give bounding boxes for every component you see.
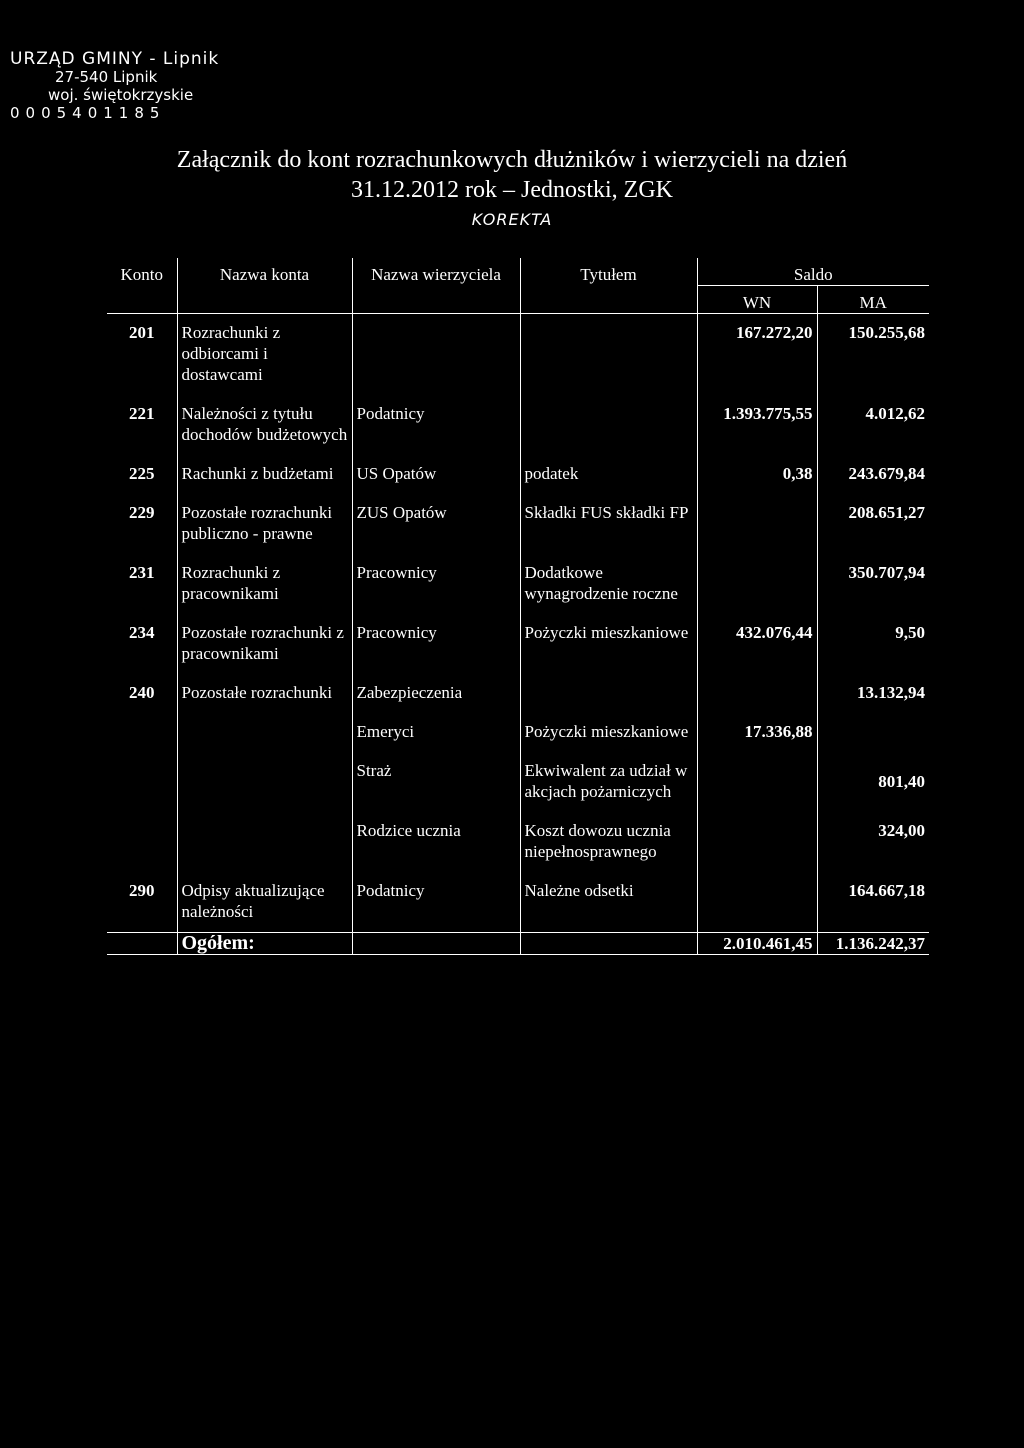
total-row — [107, 933, 929, 955]
account-name-cell: Pozostałe rozrachunki publiczno - prawne — [177, 494, 352, 554]
account-name-cell: Rozrachunki z odbiorcami i dostawcami — [177, 314, 352, 396]
title-cell: Należne odsetki — [520, 872, 697, 933]
konto-cell: 201 — [107, 314, 177, 396]
creditor-cell: ZUS Opatów — [352, 494, 520, 554]
title-cell: Składki FUS składki FP — [520, 494, 697, 554]
title-cell: Ekwiwalent za udział w akcjach pożarniczych — [520, 752, 697, 812]
title-cell — [520, 395, 697, 455]
title-line-2: 31.12.2012 rok – Jednostki, ZGK — [351, 177, 673, 203]
konto-cell: 225 — [129, 464, 155, 483]
table-row — [107, 713, 929, 752]
ma-cell: 9,50 — [817, 614, 929, 674]
total-empty-cell — [352, 933, 520, 955]
title-cell: podatek — [520, 455, 697, 494]
ma-cell — [817, 713, 929, 752]
document-title — [0, 145, 1024, 205]
creditor-cell: Rodzice ucznia — [352, 812, 520, 872]
stamp-regon: 0005401185 — [10, 104, 166, 122]
konto-cell — [107, 713, 177, 752]
konto-cell: 234 — [129, 623, 155, 642]
creditor-cell — [352, 314, 520, 396]
title-cell: Dodatkowe wynagrodzenie roczne — [520, 554, 697, 614]
creditor-cell: Straż — [352, 752, 520, 812]
table-row — [107, 872, 929, 933]
total-empty-cell — [107, 933, 177, 955]
creditor-cell: Pracownicy — [352, 554, 520, 614]
title-line-1: Załącznik do kont rozrachunkowych dłużników i wierzycieli na dzień — [176, 147, 848, 173]
account-name-cell: Pozostałe rozrachunki — [177, 674, 352, 713]
wn-cell — [697, 752, 817, 812]
creditor-cell: Pracownicy — [352, 614, 520, 674]
title-cell — [520, 314, 697, 396]
title-cell — [520, 674, 697, 713]
table-row — [107, 812, 929, 872]
konto-cell — [107, 812, 177, 872]
table-row — [107, 614, 929, 674]
konto-cell: 290 — [129, 881, 155, 900]
table-row — [107, 554, 929, 614]
konto-cell: 231 — [129, 563, 155, 582]
wn-cell — [697, 872, 817, 933]
header-tytulem: Tytułem — [520, 258, 697, 314]
correction-note: KOREKTA — [471, 210, 553, 229]
title-cell: Koszt dowozu ucznia niepełnosprawnego — [520, 812, 697, 872]
konto-cell: 240 — [129, 683, 155, 702]
table-row — [107, 314, 929, 396]
wn-cell — [697, 494, 817, 554]
ma-cell: 13.132,94 — [817, 674, 929, 713]
office-stamp — [10, 50, 219, 122]
table-row — [107, 494, 929, 554]
account-name-cell — [177, 812, 352, 872]
ma-cell: 208.651,27 — [817, 494, 929, 554]
ma-cell: 324,00 — [817, 812, 929, 872]
ma-cell: 243.679,84 — [817, 455, 929, 494]
ma-cell: 164.667,18 — [817, 872, 929, 933]
ma-cell: 4.012,62 — [817, 395, 929, 455]
account-name-cell: Rachunki z budżetami — [177, 455, 352, 494]
ma-cell: 801,40 — [817, 752, 929, 812]
konto-cell: 221 — [129, 404, 155, 423]
wn-cell — [697, 674, 817, 713]
wn-cell: 0,38 — [697, 455, 817, 494]
account-name-cell — [177, 752, 352, 812]
header-wn: WN — [697, 286, 817, 314]
wn-cell: 167.272,20 — [697, 314, 817, 396]
creditor-cell: Emeryci — [352, 713, 520, 752]
header-ma: MA — [817, 286, 929, 314]
total-wn: 2.010.461,45 — [697, 933, 817, 955]
account-name-cell: Rozrachunki z pracownikami — [177, 554, 352, 614]
table-row — [107, 752, 929, 812]
konto-cell: 229 — [129, 503, 155, 522]
creditor-cell: Podatnicy — [352, 395, 520, 455]
settlements-table — [107, 258, 929, 955]
total-empty-cell — [520, 933, 697, 955]
header-konto: Konto — [120, 265, 163, 284]
konto-cell — [107, 752, 177, 812]
stamp-postal-code: 27-540 Lipnik — [55, 68, 158, 86]
wn-cell: 1.393.775,55 — [697, 395, 817, 455]
stamp-voivodeship: woj. świętokrzyskie — [48, 86, 194, 104]
wn-cell — [697, 554, 817, 614]
creditor-cell: Zabezpieczenia — [352, 674, 520, 713]
stamp-office-name: URZĄD GMINY - Lipnik — [10, 49, 220, 69]
table-row — [107, 395, 929, 455]
title-cell: Pożyczki mieszkaniowe — [520, 614, 697, 674]
account-name-cell — [177, 713, 352, 752]
wn-cell — [697, 812, 817, 872]
total-label: Ogółem: — [177, 933, 352, 955]
total-ma: 1.136.242,37 — [817, 933, 929, 955]
ma-cell: 150.255,68 — [817, 314, 929, 396]
header-nazwa-wierzyciela: Nazwa wierzyciela — [352, 258, 520, 314]
account-name-cell: Pozostałe rozrachunki z pracownikami — [177, 614, 352, 674]
header-nazwa-konta: Nazwa konta — [177, 258, 352, 314]
ma-cell: 350.707,94 — [817, 554, 929, 614]
account-name-cell: Należności z tytułu dochodów budżetowych — [177, 395, 352, 455]
table-row — [107, 455, 929, 494]
creditor-cell: Podatnicy — [352, 872, 520, 933]
header-saldo: Saldo — [697, 258, 929, 286]
wn-cell: 17.336,88 — [697, 713, 817, 752]
creditor-cell: US Opatów — [352, 455, 520, 494]
title-cell: Pożyczki mieszkaniowe — [520, 713, 697, 752]
table-row — [107, 674, 929, 713]
account-name-cell: Odpisy aktualizujące należności — [177, 872, 352, 933]
wn-cell: 432.076,44 — [697, 614, 817, 674]
